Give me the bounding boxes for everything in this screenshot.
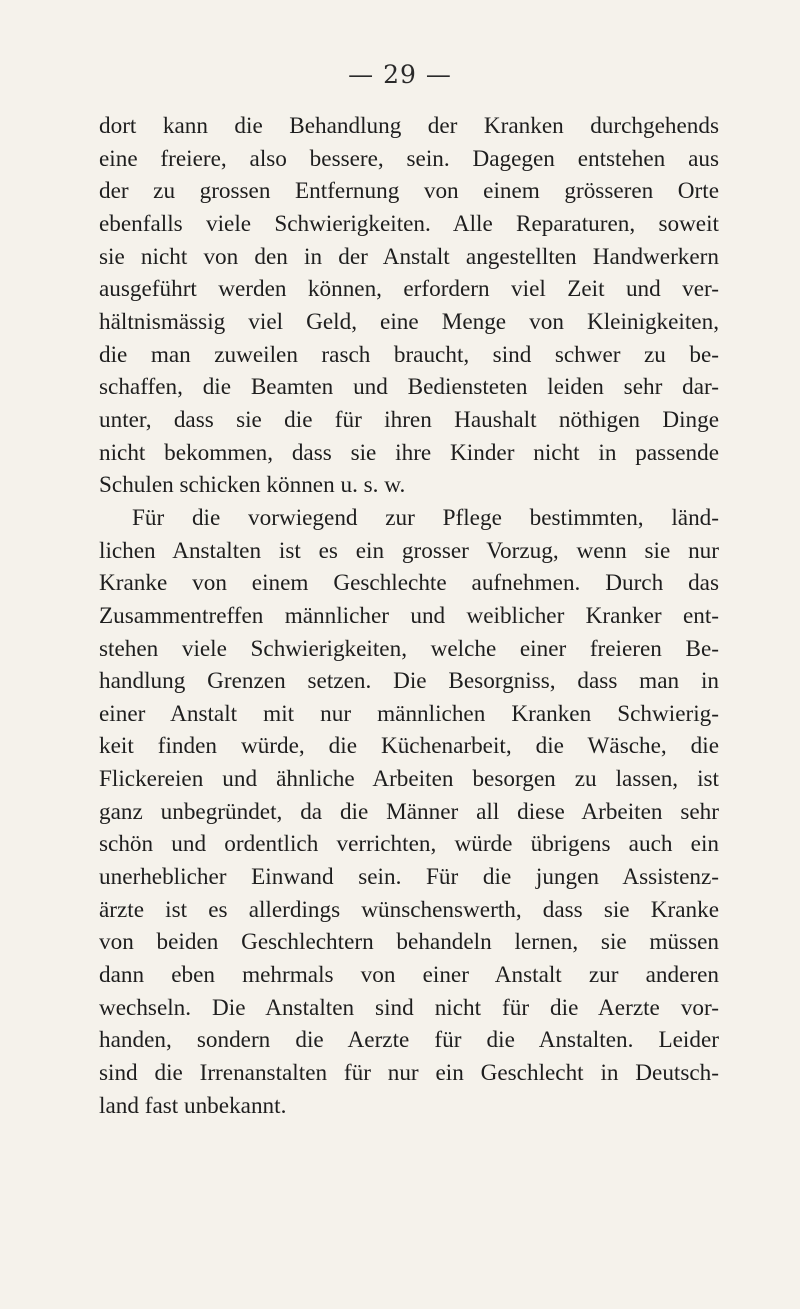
body-text — [99, 110, 719, 1122]
text-line: ebenfalls viele Schwierigkeiten. Alle Reparaturen, soweit — [99, 210, 719, 237]
text-line: sie nicht von den in der Anstalt angestellten Handwerkern — [99, 243, 719, 270]
text-line: schön und ordentlich verrichten, würde übrigens auch ein — [99, 831, 719, 858]
text-line: einer Anstalt mit nur männlichen Kranken Schwierig- — [99, 700, 719, 727]
text-line: nicht bekommen, dass sie ihre Kinder nicht in passende — [99, 439, 719, 466]
text-line: unter, dass sie die für ihren Haushalt nöthigen Dinge — [99, 406, 719, 433]
text-line: stehen viele Schwierigkeiten, welche einer freieren Be- — [99, 635, 719, 662]
text-line: schaffen, die Beamten und Bediensteten leiden sehr dar- — [99, 374, 719, 401]
text-line: Flickereien und ähnliche Arbeiten besorgen zu lassen, ist — [99, 766, 719, 793]
text-line: die man zuweilen rasch braucht, sind schwer zu be- — [99, 341, 719, 368]
text-line: land fast unbekannt. — [99, 1092, 287, 1119]
text-line: eine freiere, also bessere, sein. Dagegen entstehen aus — [99, 145, 719, 172]
text-line: von beiden Geschlechtern behandeln lernen, sie müssen — [99, 929, 719, 956]
text-line: Kranke von einem Geschlechte aufnehmen. Durch das — [99, 570, 719, 597]
text-line: dort kann die Behandlung der Kranken durchgehends — [99, 113, 719, 139]
text-line: ausgeführt werden können, erfordern viel Zeit und ver- — [99, 276, 719, 303]
text-line: Schulen schicken können u. s. w. — [99, 472, 406, 499]
text-line: ärzte ist es allerdings wünschenswerth, dass sie Kranke — [99, 896, 719, 923]
text-line: ganz unbegründet, da die Männer all diese Arbeiten sehr — [99, 798, 719, 825]
text-line: der zu grossen Entfernung von einem grösseren Orte — [99, 178, 719, 205]
text-line: sind die Irrenanstalten für nur ein Geschlecht in Deutsch- — [99, 1060, 719, 1087]
text-line: keit finden würde, die Küchenarbeit, die Wäsche, die — [99, 733, 719, 760]
text-line: hältnismässig viel Geld, eine Menge von Kleinigkeiten, — [99, 308, 719, 335]
text-line: lichen Anstalten ist es ein grosser Vorzug, wenn sie nur — [99, 537, 719, 564]
text-line: dann eben mehrmals von einer Anstalt zur anderen — [99, 962, 719, 989]
text-line: wechseln. Die Anstalten sind nicht für die Aerzte vor- — [99, 994, 719, 1021]
text-line: Zusammentreffen männlicher und weiblicher Kranker ent- — [99, 602, 719, 629]
text-line: handen, sondern die Aerzte für die Anstalten. Leider — [99, 1027, 719, 1054]
text-line: Für die vorwiegend zur Pflege bestimmten, länd- — [132, 504, 719, 531]
text-line: handlung Grenzen setzen. Die Besorgniss, dass man in — [99, 668, 719, 695]
page-number: — 29 — — [348, 60, 452, 89]
text-line: unerheblicher Einwand sein. Für die jungen Assistenz- — [99, 864, 719, 891]
